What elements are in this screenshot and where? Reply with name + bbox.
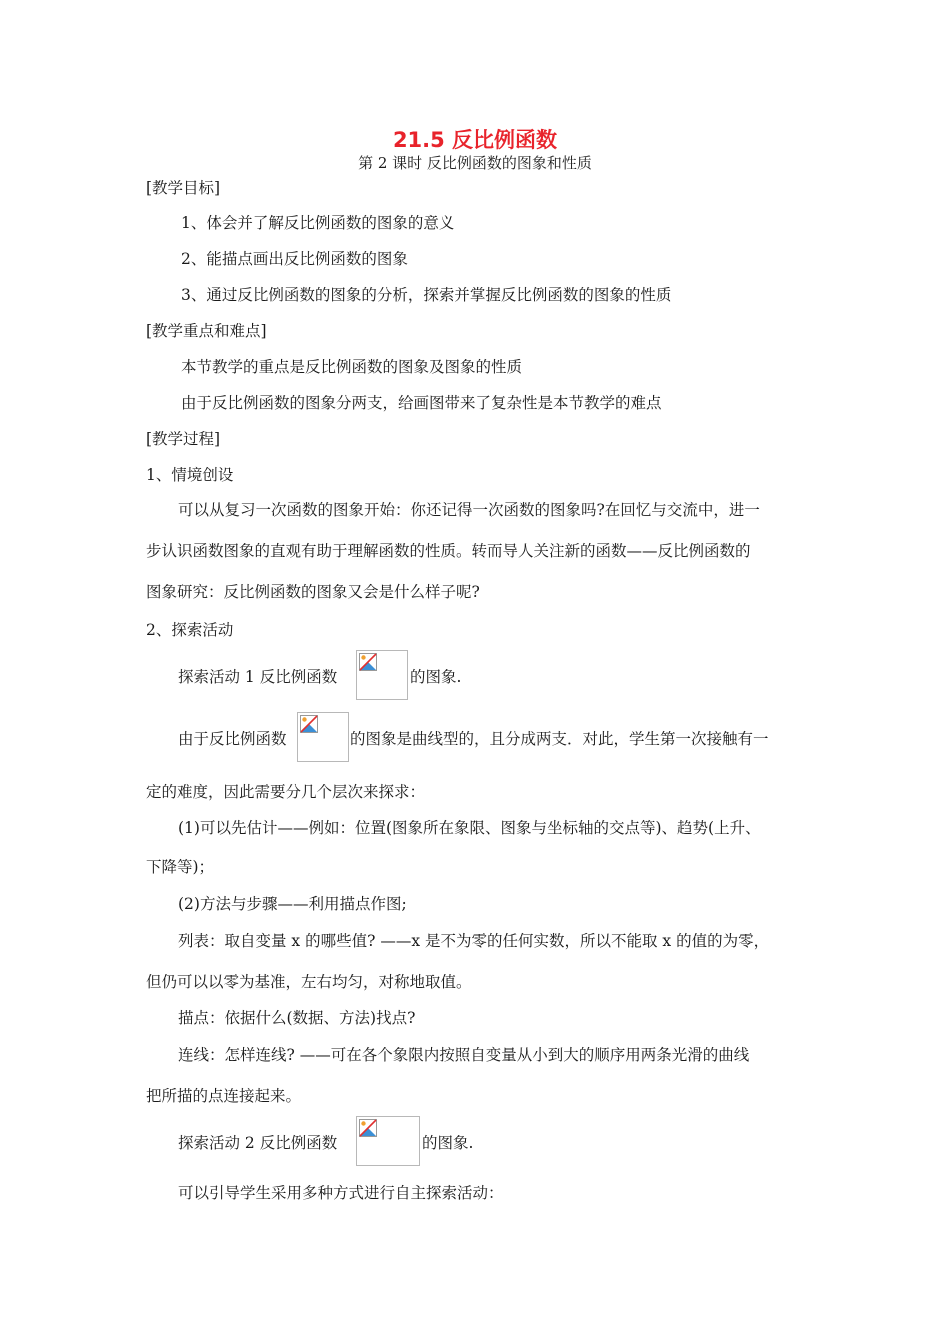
paragraph-line: 连线：怎样连线? ——可在各个象限内按照自变量从小到大的顺序用两条光滑的曲线 bbox=[178, 1046, 750, 1064]
paragraph-line: 可以引导学生采用多种方式进行自主探索活动： bbox=[178, 1184, 504, 1202]
paragraph-line: 图象研究：反比例函数的图象又会是什么样子呢? bbox=[146, 583, 480, 601]
goal-item: 3、通过反比例函数的图象的分析，探索并掌握反比例函数的图象的性质 bbox=[181, 286, 672, 304]
page-title: 21.5 反比例函数 bbox=[392, 128, 558, 152]
paragraph-line: 的图象是曲线型的，且分成两支．对此，学生第一次接触有一 bbox=[350, 730, 769, 748]
formula-image-placeholder bbox=[356, 1116, 420, 1166]
paragraph-line: 定的难度，因此需要分几个层次来探求： bbox=[146, 783, 426, 801]
goal-item: 2、能描点画出反比例函数的图象 bbox=[181, 250, 408, 268]
key-point-text: 由于反比例函数的图象分两支，给画图带来了复杂性是本节教学的难点 bbox=[181, 394, 662, 412]
paragraph-line: 把所描的点连接起来。 bbox=[146, 1087, 302, 1105]
paragraph-line: 下降等)； bbox=[146, 858, 215, 876]
paragraph-line: 步认识函数图象的直观有助于理解函数的性质。转而导人关注新的函数——反比例函数的 bbox=[146, 542, 751, 560]
formula-image-placeholder bbox=[356, 650, 408, 700]
activity-2-suffix: 的图象. bbox=[422, 1134, 474, 1152]
broken-image-icon bbox=[300, 715, 318, 733]
paragraph-line: 描点：依据什么(数据、方法)找点? bbox=[178, 1009, 416, 1027]
paragraph-line: (2)方法与步骤——利用描点作图; bbox=[178, 895, 407, 913]
section-heading-process: [教学过程] bbox=[146, 430, 221, 448]
goal-item: 1、体会并了解反比例函数的图象的意义 bbox=[181, 214, 455, 232]
section-heading-goals: [教学目标] bbox=[146, 179, 221, 197]
formula-image-placeholder bbox=[297, 712, 349, 762]
activity-1-suffix: 的图象. bbox=[410, 668, 462, 686]
paragraph-line: 但仍可以以零为基准，左右均匀，对称地取值。 bbox=[146, 973, 472, 991]
step-heading: 1、情境创设 bbox=[146, 466, 234, 484]
broken-image-icon bbox=[359, 653, 377, 671]
paragraph-line: 由于反比例函数 bbox=[178, 730, 287, 748]
section-heading-key-points: [教学重点和难点] bbox=[146, 322, 267, 340]
paragraph-line: 可以从复习一次函数的图象开始：你还记得一次函数的图象吗?在回忆与交流中，进一 bbox=[178, 501, 760, 519]
key-point-text: 本节教学的重点是反比例函数的图象及图象的性质 bbox=[181, 358, 523, 376]
paragraph-line: 列表：取自变量 x 的哪些值? ——x 是不为零的任何实数，所以不能取 x 的值的为零， bbox=[178, 932, 770, 950]
activity-1-label: 探索活动 1 反比例函数 bbox=[178, 668, 338, 686]
paragraph-line: (1)可以先估计——例如：位置(图象所在象限、图象与坐标轴的交点等)、趋势(上升、 bbox=[178, 819, 761, 837]
step-heading: 2、探索活动 bbox=[146, 621, 234, 639]
page-subtitle: 第 2 课时 反比例函数的图象和性质 bbox=[358, 154, 592, 172]
broken-image-icon bbox=[359, 1119, 377, 1137]
activity-2-label: 探索活动 2 反比例函数 bbox=[178, 1134, 338, 1152]
